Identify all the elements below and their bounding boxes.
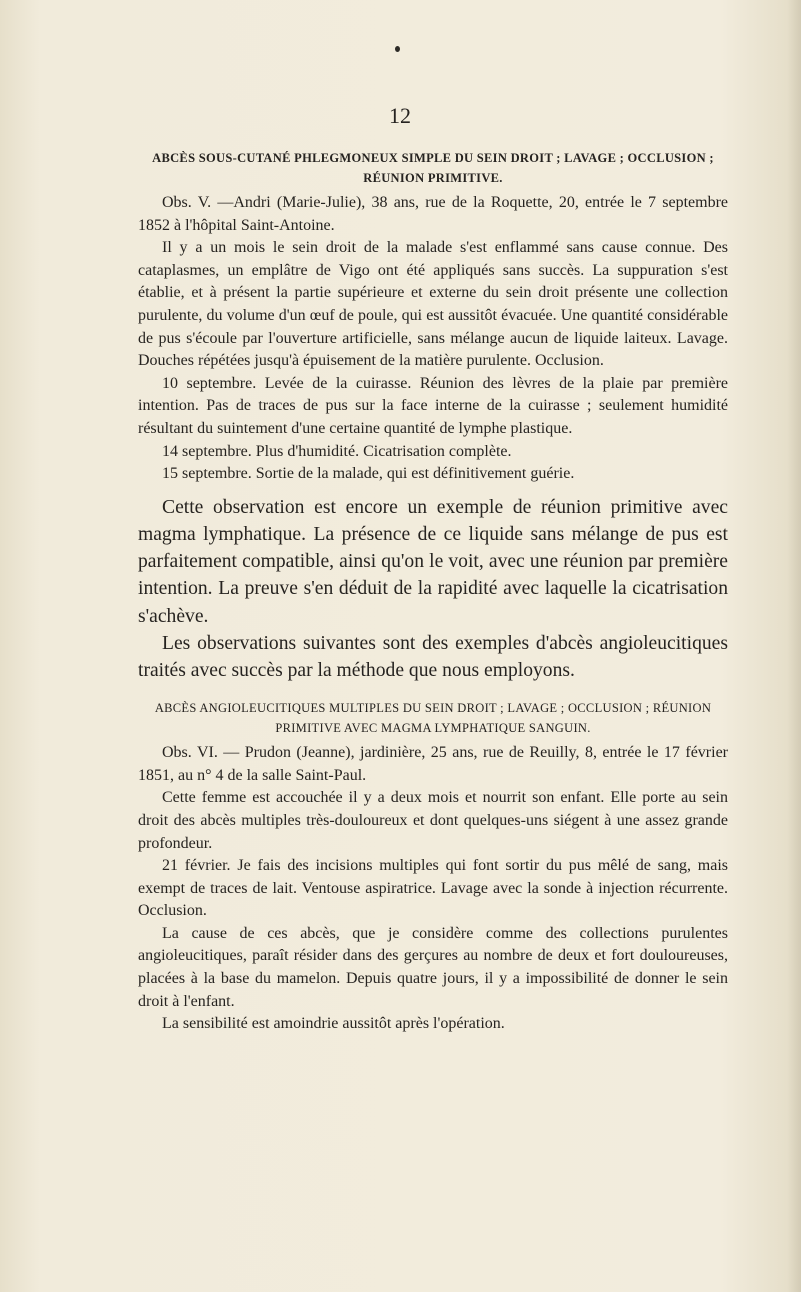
obs-vi-paragraph: 21 février. Je fais des incisions multiples qui font sortir du pus mêlé de sang, mais exempt de traces de lait. Ventouse aspiratrice. Lavage avec la sonde à injection récurrente. Occlusion. [138,857,728,920]
obs-v-paragraph: 15 septembre. Sortie de la malade, qui est définitivement guérie. [162,465,575,483]
obs-v-paragraph: 10 septembre. Levée de la cuirasse. Réunion des lèvres de la plaie par première intention. Pas de traces de pus sur la face interne de la cuirasse ; seulement humidité résultant du suintement d'une certaine quantité de lymphe plastique. [138,374,728,437]
obs-vi-paragraph: Cette femme est accouchée il y a deux mois et nourrit son enfant. Elle porte au sein droit des abcès multiples très-douloureux et dont quelques-uns siégent à une assez grande profondeur. [138,789,728,852]
body-paragraph: Les observations suivantes sont des exemples d'abcès angioleucitiques traités avec succès par la méthode que nous employons. [138,632,728,681]
section-heading-abces-sous-cutane: ABCÈS SOUS-CUTANÉ PHLEGMONEUX SIMPLE DU SEIN DROIT ; LAVAGE ; OCCLUSION ; RÉUNION PRIMITIVE. [152,151,714,185]
obs-v-intro: Obs. V. —Andri (Marie-Julie), 38 ans, rue de la Roquette, 20, entrée le 7 septembre 1852 à l'hôpital Saint-Antoine. [138,194,728,234]
section-heading-abces-angioleucitiques: ABCÈS ANGIOLEUCITIQUES MULTIPLES DU SEIN DROIT ; LAVAGE ; OCCLUSION ; RÉUNION PRIMITIVE AVEC MAGMA LYMPHATIQUE SANGUIN. [154,701,712,736]
page-number: 12 [389,103,411,128]
obs-vi-paragraph: La sensibilité est amoindrie aussitôt après l'opération. [162,1015,505,1033]
obs-vi-intro: Obs. VI. — Prudon (Jeanne), jardinière, 25 ans, rue de Reuilly, 8, entrée le 17 février 1851, au n° 4 de la salle Saint-Paul. [138,744,728,784]
ink-dot [395,46,400,52]
obs-v-paragraph: Il y a un mois le sein droit de la malade s'est enflammé sans cause connue. Des cataplasmes, un emplâtre de Vigo ont été appliqués sans succès. La suppuration s'est établie, et à présent la partie supérieure et externe du sein droit présente une collection purulente, du volume d'un œuf de poule, qui est aussitôt évacuée. Une quantité considérable de pus s'écoule par l'ouverture artificielle, sans mélange aucun de liquide laiteux. Lavage. Douches répétées jusqu'à épuisement de la matière purulente. Occlusion. [138,239,728,370]
body-paragraph: Cette observation est encore un exemple de réunion primitive avec magma lymphatique. La présence de ce liquide sans mélange de pus est parfaitement compatible, ainsi qu'on le voit, avec une réunion par première intention. La preuve s'en déduit de la rapidité avec laquelle la cicatrisation s'achève. [138,496,728,627]
obs-v-paragraph: 14 septembre. Plus d'humidité. Cicatrisation complète. [162,442,512,460]
page-content [138,148,728,1036]
obs-vi-paragraph: La cause de ces abcès, que je considère comme des collections purulentes angioleucitiques, paraît résider dans des gerçures au nombre de deux et fort douloureuses, placées à la base du mamelon. Depuis quatre jours, il y a impossibilité de donner le sein droit à l'enfant. [138,924,728,1010]
page-edge-shadow [787,0,801,1292]
